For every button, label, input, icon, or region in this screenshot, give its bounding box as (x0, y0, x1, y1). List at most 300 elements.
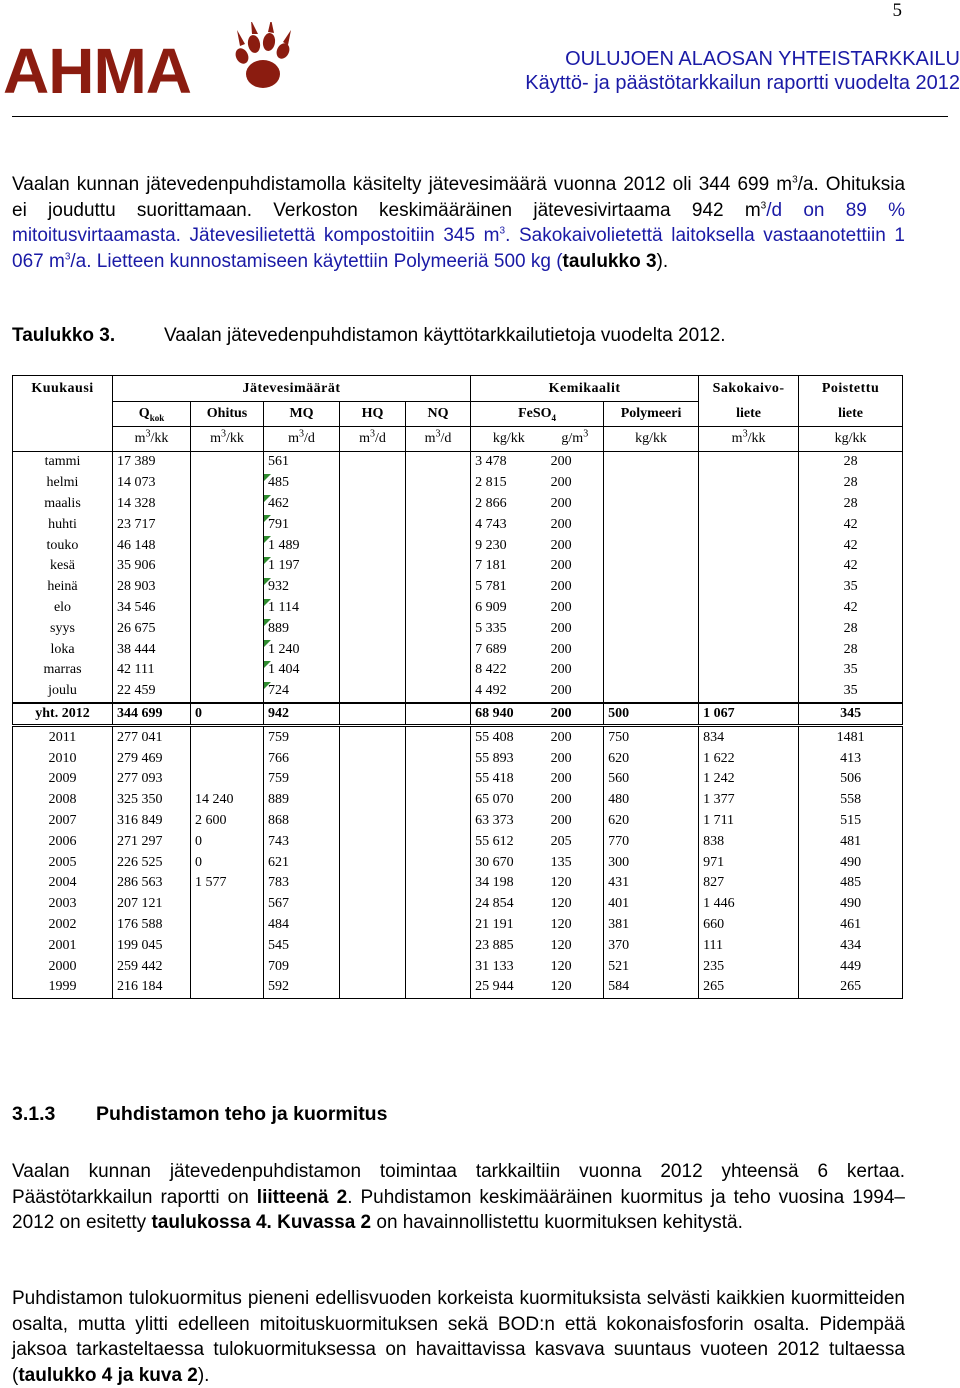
cell-q: 277 093 (113, 769, 191, 790)
cell-mq: 567 (264, 894, 340, 915)
cell-mq: 724 (264, 681, 340, 703)
cell-mq: 484 (264, 915, 340, 936)
cell-period: loka (13, 639, 113, 660)
header-jatevesimaarat: Jätevesimäärät (113, 376, 471, 402)
cell-sakokaivo: 971 (699, 852, 799, 873)
cell-poistettu: 481 (799, 831, 903, 852)
cell-polymeeri: 620 (604, 811, 699, 832)
cell-nq (406, 473, 471, 494)
cell-nq (406, 514, 471, 535)
cell-mq: 709 (264, 956, 340, 977)
cell-polymeeri (604, 473, 699, 494)
cell-g: 200 (550, 537, 572, 553)
cell-g: 200 (550, 750, 572, 766)
cell-q: 34 546 (113, 598, 191, 619)
cell-period: heinä (13, 577, 113, 598)
cell-ohitus (191, 660, 264, 681)
header-nq: NQ (406, 402, 471, 427)
table-row-year (13, 977, 903, 998)
cell-hq (340, 639, 406, 660)
cell-feso: 5 781 (471, 577, 547, 598)
cell-g: 120 (550, 896, 572, 912)
cell-sakokaivo: 1 711 (699, 811, 799, 832)
cell-g: 200 (550, 662, 572, 678)
cell-period: 2007 (13, 811, 113, 832)
cell-q: 23 717 (113, 514, 191, 535)
section-heading (12, 1103, 387, 1126)
cell-ohitus (191, 598, 264, 619)
cell-g: 135 (550, 854, 572, 870)
paragraph-puhdistamon-toiminta: Vaalan kunnan jätevedenpuhdistamon toimintaa tarkkailtiin vuonna 2012 yhteensä 6 kertaa. Päästötarkkailun raportti on liitteenä 2. Puhdistamon keskimääräinen kuormitus ja teho vuosina 1994–2012 on esitetty taulukossa 4. Kuvassa 2 on havainnollistettu kuormituksen kehitystä. (12, 1161, 905, 1234)
cell-hq (340, 852, 406, 873)
cell-period: tammi (13, 452, 113, 473)
cell-hq (340, 703, 406, 726)
cell-sakokaivo: 838 (699, 831, 799, 852)
cell-hq (340, 452, 406, 473)
cell-q: 176 588 (113, 915, 191, 936)
cell-mq: 783 (264, 873, 340, 894)
cell-feso: 55 893 (471, 748, 547, 769)
cell-mq: 759 (264, 726, 340, 748)
cell-sakokaivo (699, 618, 799, 639)
cell-sakokaivo: 660 (699, 915, 799, 936)
cell-polymeeri: 620 (604, 748, 699, 769)
cell-sakokaivo: 265 (699, 977, 799, 998)
cell-feso: 55 612 (471, 831, 547, 852)
cell-ohitus: 1 577 (191, 873, 264, 894)
cell-poistettu: 35 (799, 577, 903, 598)
cell-q: 344 699 (113, 703, 191, 726)
cell-period: 1999 (13, 977, 113, 998)
cell-poistettu: 449 (799, 956, 903, 977)
cell-ohitus: 0 (191, 852, 264, 873)
table-row-month (13, 639, 903, 660)
cell-poistettu: 490 (799, 894, 903, 915)
cell-g: 200 (547, 703, 604, 726)
cell-q: 271 297 (113, 831, 191, 852)
cell-nq (406, 535, 471, 556)
cell-ohitus (191, 556, 264, 577)
cell-mq: 1 240 (264, 639, 340, 660)
table-row-year (13, 852, 903, 873)
section-number: 3.1.3 (12, 1103, 56, 1125)
cell-ohitus (191, 769, 264, 790)
cell-ohitus (191, 894, 264, 915)
cell-q: 259 442 (113, 956, 191, 977)
cell-poistettu: 42 (799, 556, 903, 577)
cell-period: huhti (13, 514, 113, 535)
cell-poistettu: 461 (799, 915, 903, 936)
cell-poistettu: 28 (799, 639, 903, 660)
cell-sakokaivo (699, 514, 799, 535)
cell-nq (406, 598, 471, 619)
table-row-year (13, 748, 903, 769)
cell-sakokaivo: 1 377 (699, 790, 799, 811)
cell-sakokaivo (699, 473, 799, 494)
header-poistettu-liete: liete (799, 402, 903, 427)
cell-ohitus (191, 535, 264, 556)
cell-polymeeri: 770 (604, 831, 699, 852)
cell-hq (340, 956, 406, 977)
cell-poistettu: 28 (799, 618, 903, 639)
table-row-total (13, 703, 903, 726)
unit-nq: $m^3/d$ (406, 427, 471, 452)
cell-poistettu: 28 (799, 473, 903, 494)
table-row-year (13, 831, 903, 852)
cell-g: 200 (550, 620, 572, 636)
cell-nq (406, 748, 471, 769)
cell-period: syys (13, 618, 113, 639)
cell-period: 2009 (13, 769, 113, 790)
table-row-month (13, 556, 903, 577)
table-row-year (13, 915, 903, 936)
cell-mq: 889 (264, 790, 340, 811)
cell-nq (406, 726, 471, 748)
cell-mq: 1 114 (264, 598, 340, 619)
cell-hq (340, 915, 406, 936)
cell-feso: 9 230 (471, 535, 547, 556)
cell-feso: 24 854 (471, 894, 547, 915)
page-number: 5 (892, 0, 902, 21)
cell-sakokaivo: 1 622 (699, 748, 799, 769)
cell-sakokaivo (699, 494, 799, 515)
cell-poistettu: 42 (799, 535, 903, 556)
cell-feso: 25 944 (471, 977, 547, 998)
cell-ohitus (191, 977, 264, 998)
cell-poistettu: 506 (799, 769, 903, 790)
cell-poistettu: 28 (799, 452, 903, 473)
table-row-month (13, 681, 903, 703)
cell-polymeeri: 500 (604, 703, 699, 726)
cell-polymeeri (604, 681, 699, 703)
cell-feso: 55 408 (471, 726, 547, 748)
report-title (525, 47, 960, 95)
cell-g: 120 (550, 937, 572, 953)
cell-period: 2005 (13, 852, 113, 873)
cell-sakokaivo: 1 067 (699, 703, 799, 726)
cell-ohitus: 0 (191, 831, 264, 852)
table-caption-text: Vaalan jätevedenpuhdistamon käyttötarkkailutietoja vuodelta 2012. (164, 325, 726, 346)
cell-q: 216 184 (113, 977, 191, 998)
header-polymeeri: Polymeeri (604, 402, 699, 427)
unit-poistettu: kg/kk (799, 427, 903, 452)
cell-hq (340, 556, 406, 577)
unit-polymeeri: kg/kk (604, 427, 699, 452)
cell-mq: 766 (264, 748, 340, 769)
cell-ohitus (191, 639, 264, 660)
cell-mq: 1 404 (264, 660, 340, 681)
cell-poistettu: 35 (799, 660, 903, 681)
cell-nq (406, 703, 471, 726)
header-feso4: FeSO$_4$ (471, 402, 604, 427)
cell-sakokaivo (699, 452, 799, 473)
header-kuukausi: Kuukausi (13, 376, 113, 402)
header-mq: MQ (264, 402, 340, 427)
cell-poistettu: 265 (799, 977, 903, 998)
cell-feso: 3 478 (471, 452, 547, 473)
cell-period: maalis (13, 494, 113, 515)
cell-hq (340, 873, 406, 894)
cell-feso: 55 418 (471, 769, 547, 790)
cell-g: 120 (550, 916, 572, 932)
cell-q: 42 111 (113, 660, 191, 681)
cell-nq (406, 831, 471, 852)
cell-period: elo (13, 598, 113, 619)
table-row-month (13, 660, 903, 681)
report-title-line1: OULUJOEN ALAOSAN YHTEISTARKKAILU (565, 48, 960, 70)
cell-mq: 621 (264, 852, 340, 873)
table-row-year (13, 811, 903, 832)
cell-sakokaivo: 235 (699, 956, 799, 977)
cell-hq (340, 494, 406, 515)
cell-feso: 4 743 (471, 514, 547, 535)
cell-ohitus (191, 726, 264, 748)
table-row-month (13, 473, 903, 494)
unit-sakokaivo: $m^3/kk$ (699, 427, 799, 452)
cell-g: 200 (550, 516, 572, 532)
cell-ohitus (191, 935, 264, 956)
table-row-year (13, 790, 903, 811)
table-row-year (13, 894, 903, 915)
ahma-logo (3, 22, 303, 107)
cell-g: 205 (550, 833, 572, 849)
cell-mq: 1 489 (264, 535, 340, 556)
cell-mq: 561 (264, 452, 340, 473)
table-row-year (13, 769, 903, 790)
table-row-year (13, 956, 903, 977)
cell-poistettu: 1481 (799, 726, 903, 748)
cell-polymeeri (604, 660, 699, 681)
cell-mq: 791 (264, 514, 340, 535)
cell-period: kesä (13, 556, 113, 577)
cell-poistettu: 515 (799, 811, 903, 832)
cell-sakokaivo (699, 660, 799, 681)
intro-paragraph: Vaalan kunnan jätevedenpuhdistamolla käsitelty jätevesimäärä vuonna 2012 oli 344 699 $m^3/a$. Ohituksia ei jouduttu suorittamaan. Verkoston keskimääräinen jätevesivirtaama 942 $m^3/d$ on 89 % mitoitusvirtaamasta. Jätevesilietettä kompostoitiin 345 $m^3$. Sakokaivolietettä laitoksella vastaanotettiin 1 067 $m^3/a$. Lietteen kunnostamiseen käytettiin Polymeeriä 500 kg (taulukko 3). (12, 174, 906, 272)
cell-q: 226 525 (113, 852, 191, 873)
cell-polymeeri (604, 556, 699, 577)
cell-g: 200 (550, 599, 572, 615)
report-title-line2: Käyttö- ja päästötarkkailun raportti vuodelta 2012 (525, 72, 960, 94)
cell-g: 120 (550, 875, 572, 891)
unit-mq: $m^3/d$ (264, 427, 340, 452)
unit-q: $m^3/kk$ (113, 427, 191, 452)
cell-g: 200 (550, 729, 572, 745)
header-kemikaalit: Kemikaalit (471, 376, 699, 402)
cell-g: 200 (550, 792, 572, 808)
cell-feso: 7 689 (471, 639, 547, 660)
header-poistettu: Poistettu (799, 376, 903, 402)
cell-polymeeri: 750 (604, 726, 699, 748)
cell-period: marras (13, 660, 113, 681)
cell-polymeeri (604, 577, 699, 598)
cell-feso: 65 070 (471, 790, 547, 811)
cell-poistettu: 490 (799, 852, 903, 873)
cell-feso: 68 940 (471, 703, 547, 726)
cell-polymeeri: 521 (604, 956, 699, 977)
cell-q: 14 328 (113, 494, 191, 515)
cell-g: 200 (550, 475, 572, 491)
cell-period: 2006 (13, 831, 113, 852)
cell-mq: 592 (264, 977, 340, 998)
cell-poistettu: 413 (799, 748, 903, 769)
cell-q: 325 350 (113, 790, 191, 811)
cell-ohitus (191, 452, 264, 473)
header-qkok: $Q_{kok}$ (113, 402, 191, 427)
cell-nq (406, 956, 471, 977)
cell-period: 2004 (13, 873, 113, 894)
cell-period: 2010 (13, 748, 113, 769)
cell-ohitus (191, 915, 264, 936)
cell-mq: 868 (264, 811, 340, 832)
cell-poistettu: 558 (799, 790, 903, 811)
table-row-month (13, 494, 903, 515)
cell-polymeeri: 431 (604, 873, 699, 894)
cell-mq: 743 (264, 831, 340, 852)
cell-polymeeri: 370 (604, 935, 699, 956)
cell-hq (340, 681, 406, 703)
cell-feso: 5 335 (471, 618, 547, 639)
cell-q: 46 148 (113, 535, 191, 556)
operation-data-table (12, 375, 903, 999)
cell-hq (340, 535, 406, 556)
cell-feso: 2 866 (471, 494, 547, 515)
table-caption (12, 325, 726, 347)
cell-nq (406, 873, 471, 894)
unit-ohitus: $m^3/kk$ (191, 427, 264, 452)
cell-nq (406, 769, 471, 790)
table-caption-label: Taulukko 3. (12, 325, 116, 346)
header-sakokaivo: Sakokaivo- (699, 376, 799, 402)
cell-ohitus: 14 240 (191, 790, 264, 811)
cell-poistettu: 28 (799, 494, 903, 515)
cell-q: 277 041 (113, 726, 191, 748)
cell-period: yht. 2012 (13, 703, 113, 726)
cell-g: 200 (550, 454, 572, 470)
table-row-year (13, 873, 903, 894)
cell-nq (406, 639, 471, 660)
cell-q: 316 849 (113, 811, 191, 832)
cell-nq (406, 452, 471, 473)
table-row-month (13, 618, 903, 639)
cell-nq (406, 660, 471, 681)
cell-hq (340, 660, 406, 681)
cell-polymeeri (604, 514, 699, 535)
cell-period: 2002 (13, 915, 113, 936)
cell-g: 200 (550, 771, 572, 787)
header-hq: HQ (340, 402, 406, 427)
table-row-year (13, 935, 903, 956)
cell-feso: 8 422 (471, 660, 547, 681)
cell-nq (406, 556, 471, 577)
cell-nq (406, 894, 471, 915)
cell-sakokaivo: 111 (699, 935, 799, 956)
cell-sakokaivo: 1 446 (699, 894, 799, 915)
cell-nq (406, 915, 471, 936)
cell-ohitus (191, 577, 264, 598)
cell-sakokaivo: 834 (699, 726, 799, 748)
cell-ohitus (191, 956, 264, 977)
cell-sakokaivo (699, 577, 799, 598)
cell-poistettu: 434 (799, 935, 903, 956)
cell-feso: 4 492 (471, 681, 547, 703)
cell-ohitus (191, 494, 264, 515)
cell-period: 2011 (13, 726, 113, 748)
table-row-month (13, 452, 903, 473)
cell-polymeeri: 584 (604, 977, 699, 998)
cell-mq: 1 197 (264, 556, 340, 577)
cell-nq (406, 681, 471, 703)
cell-q: 17 389 (113, 452, 191, 473)
cell-q: 28 903 (113, 577, 191, 598)
cell-nq (406, 811, 471, 832)
cell-ohitus (191, 473, 264, 494)
cell-q: 22 459 (113, 681, 191, 703)
cell-ohitus (191, 748, 264, 769)
cell-q: 35 906 (113, 556, 191, 577)
cell-g: 200 (550, 495, 572, 511)
cell-feso: 23 885 (471, 935, 547, 956)
cell-ohitus: 0 (191, 703, 264, 726)
cell-sakokaivo (699, 681, 799, 703)
cell-feso: 6 909 (471, 598, 547, 619)
cell-polymeeri: 480 (604, 790, 699, 811)
cell-q: 279 469 (113, 748, 191, 769)
cell-poistettu: 35 (799, 681, 903, 703)
cell-poistettu: 42 (799, 598, 903, 619)
cell-feso: 7 181 (471, 556, 547, 577)
cell-sakokaivo (699, 639, 799, 660)
cell-nq (406, 977, 471, 998)
table-row-month (13, 535, 903, 556)
cell-polymeeri (604, 598, 699, 619)
cell-ohitus: 2 600 (191, 811, 264, 832)
logo-text: AHMA (3, 35, 191, 107)
cell-feso: 30 670 (471, 852, 547, 873)
unit-g: $g/m^3$ (547, 427, 604, 452)
cell-g: 200 (550, 579, 572, 595)
cell-mq: 545 (264, 935, 340, 956)
header-ohitus: Ohitus (191, 402, 264, 427)
cell-hq (340, 514, 406, 535)
cell-q: 207 121 (113, 894, 191, 915)
cell-hq (340, 748, 406, 769)
cell-g: 120 (550, 958, 572, 974)
cell-poistettu: 345 (799, 703, 903, 726)
cell-q: 286 563 (113, 873, 191, 894)
cell-hq (340, 473, 406, 494)
header-sakokaivo-liete: liete (699, 402, 799, 427)
cell-hq (340, 935, 406, 956)
cell-mq: 932 (264, 577, 340, 598)
cell-hq (340, 831, 406, 852)
cell-q: 199 045 (113, 935, 191, 956)
cell-q: 38 444 (113, 639, 191, 660)
cell-nq (406, 852, 471, 873)
cell-mq: 889 (264, 618, 340, 639)
cell-polymeeri (604, 452, 699, 473)
cell-period: helmi (13, 473, 113, 494)
cell-period: joulu (13, 681, 113, 703)
cell-polymeeri: 300 (604, 852, 699, 873)
cell-period: 2000 (13, 956, 113, 977)
cell-hq (340, 977, 406, 998)
cell-feso: 2 815 (471, 473, 547, 494)
table-row-month (13, 598, 903, 619)
cell-ohitus (191, 514, 264, 535)
cell-g: 200 (550, 812, 572, 828)
header-divider (12, 116, 948, 117)
cell-nq (406, 935, 471, 956)
